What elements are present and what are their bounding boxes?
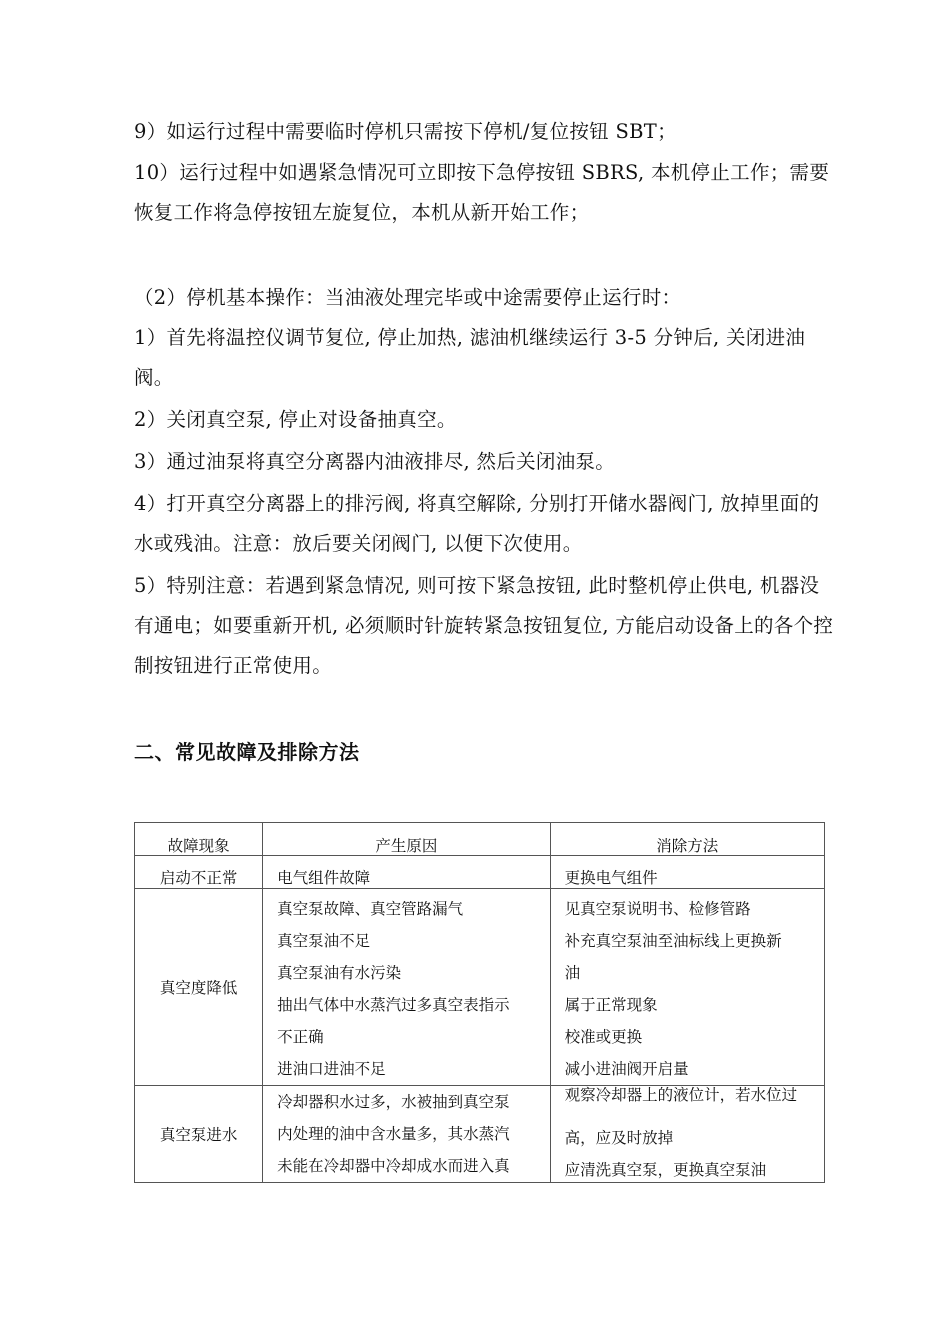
- header-cause: 产生原因: [263, 823, 550, 856]
- cause-line: 未能在冷却器中冷却成水而进入真: [277, 1157, 510, 1175]
- remedy-line: 油: [564, 964, 581, 982]
- remedy-cell: 更换电气组件: [550, 856, 824, 889]
- shutdown-step-3: 3）通过油泵将真空分离器内油液排尽, 然后关闭油泵。: [134, 450, 616, 473]
- symptom-cell: 真空泵进水: [135, 1086, 263, 1183]
- remedy-line: 应清洗真空泵，更换真空泵油: [564, 1161, 767, 1179]
- remedy-line: 属于正常现象: [564, 996, 658, 1014]
- shutdown-step-2: 2）关闭真空泵, 停止对设备抽真空。: [134, 408, 457, 431]
- cause-cell: [263, 1086, 550, 1183]
- remedy-line: 观察冷却器上的液位计，若水位过: [564, 1086, 798, 1104]
- symptom-cell: 启动不正常: [135, 856, 263, 889]
- remedy-line: 见真空泵说明书、检修管路: [564, 900, 751, 918]
- table-header-row: [135, 823, 825, 856]
- cause-cell: [263, 889, 550, 1086]
- cause-line: 真空泵故障、真空管路漏气: [277, 900, 464, 918]
- cause-line: 进油口进油不足: [277, 1060, 386, 1078]
- symptom-cell: 真空度降低: [135, 889, 263, 1086]
- table-row: [135, 889, 825, 1086]
- remedy-line: 校准或更换: [564, 1028, 643, 1046]
- cause-cell: 电气组件故障: [263, 856, 550, 889]
- cause-line: 内处理的油中含水量多，其水蒸汽: [277, 1125, 510, 1143]
- remedy-line: 高，应及时放掉: [564, 1129, 674, 1147]
- remedy-cell: [550, 1086, 824, 1183]
- header-symptom: 故障现象: [135, 823, 263, 856]
- table-row: [135, 856, 825, 889]
- header-remedy: 消除方法: [550, 823, 824, 856]
- section-heading: 二、常见故障及排除方法: [134, 740, 360, 764]
- cause-line: 真空泵油有水污染: [277, 964, 402, 982]
- cause-line: 冷却器积水过多，水被抽到真空泵: [277, 1093, 510, 1111]
- shutdown-step-1: 1）首先将温控仪调节复位, 停止加热, 滤油机继续运行 3-5 分钟后, 关闭进油阀。: [134, 326, 806, 389]
- remedy-line: 补充真空泵油至油标线上更换新: [564, 932, 782, 950]
- table-row: [135, 1086, 825, 1183]
- cause-line: 真空泵油不足: [277, 932, 371, 950]
- remedy-line: 减小进油阀开启量: [564, 1060, 689, 1078]
- paragraph-step-10: 10）运行过程中如遇紧急情况可立即按下急停按钮 SBRS, 本机停止工作；需要恢复工作将急停按钮左旋复位，本机从新开始工作；: [134, 161, 830, 224]
- paragraph-step-9: 9）如运行过程中需要临时停机只需按下停机/复位按钮 SBT；: [134, 120, 677, 143]
- shutdown-section-title: （2）停机基本操作：当油液处理完毕或中途需要停止运行时：: [134, 286, 682, 309]
- remedy-cell: [550, 889, 824, 1086]
- shutdown-step-4: 4）打开真空分离器上的排污阀, 将真空解除, 分别打开储水器阀门, 放掉里面的水或残油。注意：放后要关闭阀门, 以便下次使用。: [134, 492, 820, 555]
- shutdown-step-5: 5）特别注意：若遇到紧急情况, 则可按下紧急按钮, 此时整机停止供电, 机器没有通电；如要重新开机, 必须顺时针旋转紧急按钮复位, 方能启动设备上的各个控制按钮进行正常使用。: [134, 574, 834, 677]
- cause-line: 抽出气体中水蒸汽过多真空表指示: [277, 996, 510, 1014]
- fault-table: [134, 822, 825, 1183]
- cause-line: 不正确: [277, 1028, 324, 1046]
